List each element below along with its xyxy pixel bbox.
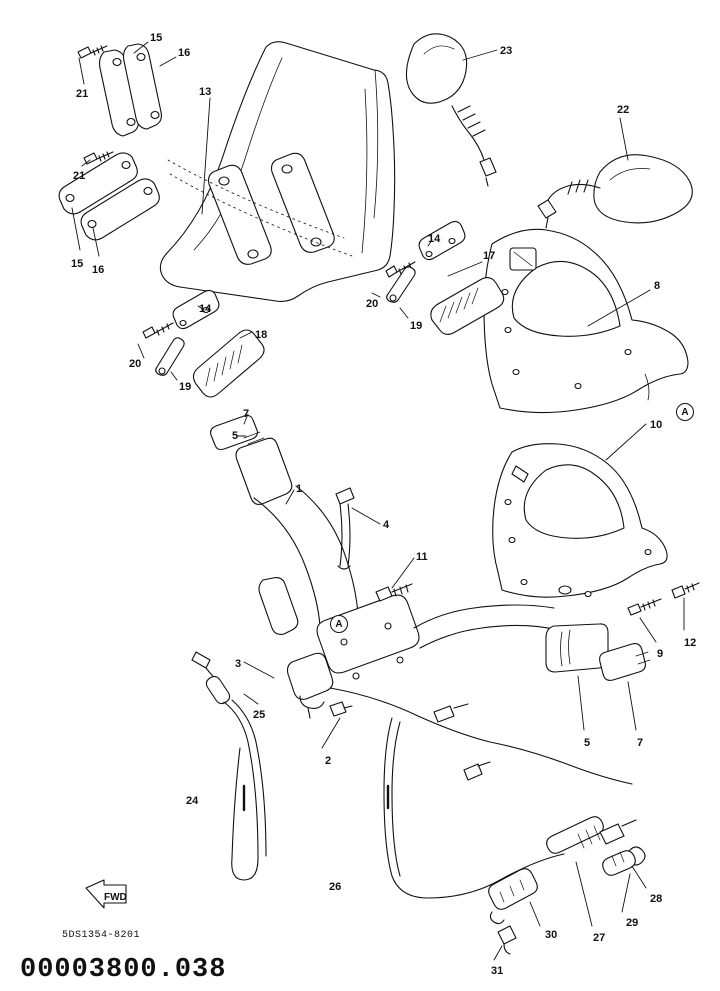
cable-24 (192, 652, 266, 880)
callout-21-lower: 21 (73, 170, 86, 182)
callout-1: 1 (296, 483, 303, 495)
callout-27: 27 (593, 932, 606, 944)
callout-13: 13 (199, 86, 212, 98)
callout-30: 30 (545, 929, 558, 941)
trim-18 (193, 330, 264, 397)
ref-marker-a-right: A (676, 403, 694, 421)
bracket-group-upper-left (59, 44, 161, 240)
mirror-22 (538, 155, 692, 228)
callout-16-lower: 16 (92, 264, 105, 276)
part-code: 5DS1354-8201 (62, 930, 141, 941)
bottom-code: 00003800.038 (20, 955, 227, 985)
callout-10: 10 (650, 419, 663, 431)
cable-26 (330, 688, 632, 898)
callout-4: 4 (383, 519, 390, 531)
callout-19-right: 19 (410, 320, 423, 332)
callout-24: 24 (186, 795, 199, 807)
callout-18: 18 (255, 329, 268, 341)
windshield (160, 42, 394, 302)
callout-22: 22 (617, 104, 630, 116)
callout-19-left: 19 (179, 381, 192, 393)
callout-14-left: 14 (199, 303, 212, 315)
callout-15-lower: 15 (71, 258, 84, 270)
callout-7-right: 7 (637, 737, 644, 749)
mirror-23 (406, 34, 496, 186)
bolt-12 (672, 583, 699, 598)
callout-3: 3 (235, 658, 242, 670)
callout-5-left: 5 (232, 430, 239, 442)
callout-11: 11 (416, 551, 428, 563)
callout-29: 29 (626, 917, 639, 929)
callout-2: 2 (325, 755, 332, 767)
callout-20-right: 20 (366, 298, 379, 310)
callout-17: 17 (483, 250, 496, 262)
callout-15: 15 (150, 32, 163, 44)
callout-21: 21 (76, 88, 89, 100)
callout-23: 23 (500, 45, 513, 57)
adjuster-group (547, 817, 645, 876)
callout-25: 25 (253, 709, 266, 721)
callout-20-left: 20 (129, 358, 142, 370)
callout-14-right: 14 (428, 233, 441, 245)
callout-31: 31 (491, 965, 504, 977)
callout-26: 26 (329, 881, 342, 893)
callout-8: 8 (654, 280, 661, 292)
callout-12: 12 (684, 637, 697, 649)
callout-7-left: 7 (243, 408, 250, 420)
fwd-label: FWD (104, 892, 127, 903)
callout-5-right: 5 (584, 737, 591, 749)
ref-marker-a-center: A (330, 615, 348, 633)
cover-8 (484, 229, 688, 412)
callout-9: 9 (657, 648, 664, 660)
clamp-31 (498, 926, 516, 954)
callout-28: 28 (650, 893, 663, 905)
bolts-14-19-20-right (386, 221, 465, 302)
cover-10 (493, 444, 667, 597)
clamp-30 (489, 869, 538, 924)
bolt-9 (628, 599, 661, 615)
callout-16: 16 (178, 47, 191, 59)
